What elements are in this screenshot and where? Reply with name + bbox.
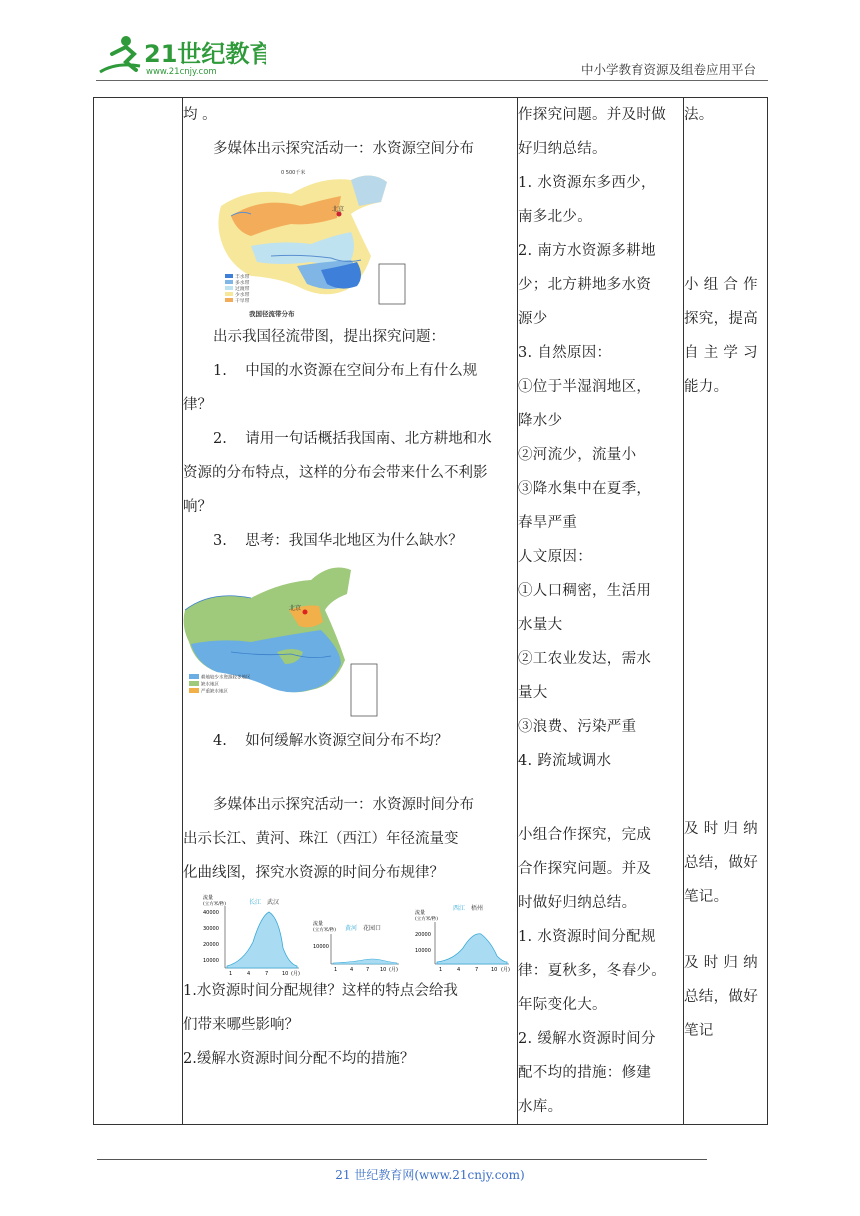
svg-text:(月): (月) [389,967,398,973]
answer-2: 2. 南方水资源多耕地 [518,243,656,259]
svg-text:(月): (月) [501,967,510,973]
text-line: 作探究问题。并及时做 [518,107,666,123]
svg-text:流量: 流量 [313,921,324,927]
answer-1: 1. 水资源东多西少， [518,175,656,191]
lesson-table [93,97,768,1125]
svg-text:40000: 40000 [203,910,219,916]
text-line: 配不均的措施：修建 [518,1065,652,1081]
map1-title: 我国径流带分布 [249,310,295,318]
time-question-2: 2.缓解水资源时间分配不均的措施？ [183,1051,415,1067]
svg-text:(立方米/秒): (立方米/秒) [203,902,227,907]
site-logo [96,32,266,82]
svg-text:(立方米/秒): (立方米/秒) [415,917,439,922]
map1-legend [225,273,250,304]
platform-title: 中小学教育资源及组卷应用平台 [580,62,756,77]
time-question-1-cont: 们带来哪些影响？ [183,1017,299,1033]
text-line: 人文原因： [518,549,592,565]
svg-text:10000: 10000 [203,958,219,964]
col-student-activity [518,98,684,1125]
runner-logo-icon [100,36,140,72]
svg-text:(立方米/秒): (立方米/秒) [313,928,337,933]
question-2: 2. 请用一句话概括我国南、北方耕地和水 [213,431,492,447]
col-teacher-activity [183,98,518,1125]
svg-text:耕地较少水资源较多地区: 耕地较少水资源较多地区 [201,675,251,681]
col-empty [94,98,183,1125]
text-line: ①位于半湿润地区， [518,379,652,395]
text-line: 少；北方耕地多水资 [518,277,652,293]
text-line: 自 主 学 习 [684,345,758,361]
svg-text:10: 10 [491,967,498,973]
text-line: ②工农业发达，需水 [518,651,652,667]
text-line: 小组合作探究，完成 [518,827,652,843]
svg-text:北京: 北京 [289,605,302,612]
activity2-line3: 化曲线图，探究水资源的时间分布规律？ [183,865,444,881]
chart-changjiang [203,894,300,976]
footer-link[interactable]: 21 世纪教育网(www.21cnjy.com) [335,1168,525,1182]
svg-text:4: 4 [457,967,461,973]
svg-text:10: 10 [282,971,289,976]
question-1-cont: 律？ [183,397,212,413]
col-design-intent [684,98,768,1125]
text-line: 春旱严重 [518,515,578,531]
text-line: 南多北少。 [518,209,592,225]
svg-text:缺水地区: 缺水地区 [201,682,219,688]
svg-text:20000: 20000 [203,942,219,948]
answer-3: 3. 自然原因： [518,345,612,361]
time-answer-1: 1. 水资源时间分配规 [518,929,656,945]
logo-url: www.21cnjy.com [146,67,217,77]
svg-text:7: 7 [475,967,479,973]
intro-text: 出示我国径流带图，提出探究问题： [213,329,445,345]
svg-text:少水带: 少水带 [235,293,250,298]
text-line: 时做好归纳总结。 [518,895,637,911]
svg-text:20000: 20000 [415,932,431,938]
text-line: 总结，做好 [684,989,758,1005]
svg-text:丰水带: 丰水带 [235,275,250,280]
svg-text:10: 10 [380,967,387,973]
activity2-line2: 出示长江、黄河、珠江（西江）年径流量变 [183,831,459,847]
svg-text:多水带: 多水带 [235,281,250,286]
svg-text:1: 1 [439,967,443,973]
time-question-1: 1.水资源时间分配规律？这样的特点会给我 [183,983,458,999]
question-2-cont2: 响？ [183,499,212,515]
time-answer-2: 2. 缓解水资源时间分 [518,1031,656,1047]
svg-text:4: 4 [350,967,354,973]
text-line: 源少 [518,311,548,327]
text-line: 好归纳总结。 [518,141,607,157]
river-flow-charts [183,890,517,974]
svg-text:西江: 西江 [453,905,466,912]
text-line: 年际变化大。 [518,997,607,1013]
svg-text:30000: 30000 [203,926,219,932]
text-line: 总结，做好 [684,855,758,871]
question-4: 4. 如何缓解水资源空间分布不均？ [213,733,449,749]
logo-text: 21世纪教育 [144,40,266,68]
runoff-map [183,166,517,320]
question-3: 3. 思考：我国华北地区为什么缺水？ [213,533,463,549]
svg-text:0 500千米: 0 500千米 [281,170,306,176]
text-line: 法。 [684,107,714,123]
svg-text:北京: 北京 [332,206,345,213]
svg-text:梧州: 梧州 [471,905,484,912]
intent-2: 及 时 归 纳 [684,821,758,837]
text-line: ②河流少，流量小 [518,447,637,463]
svg-text:过渡带: 过渡带 [235,287,250,292]
chart-huanghe [313,920,399,973]
question-1: 1. 中国的水资源在空间分布上有什么规 [213,363,478,379]
svg-text:严重缺水地区: 严重缺水地区 [201,689,228,695]
svg-text:7: 7 [265,971,269,976]
footer-divider [97,1159,707,1160]
svg-text:1: 1 [229,971,233,976]
chart-xijiang [415,904,510,973]
svg-text:武汉: 武汉 [267,899,280,906]
svg-text:7: 7 [366,967,370,973]
map2-legend [189,674,251,695]
svg-text:流量: 流量 [415,910,426,916]
svg-text:长江: 长江 [249,899,262,906]
svg-text:(月): (月) [291,971,300,976]
svg-text:10000: 10000 [415,948,431,954]
text-line: ①人口稠密，生活用 [518,583,652,599]
text-line: 水库。 [518,1099,563,1115]
svg-text:花园口: 花园口 [363,925,382,932]
svg-text:1: 1 [334,967,338,973]
text-line: ③降水集中在夏季， [518,481,652,497]
text-line: 量大 [518,685,548,701]
activity1-title: 多媒体出示探究活动一：水资源空间分布 [213,141,474,157]
text-line: 能力。 [684,379,729,395]
intent-1: 小 组 合 作 [684,277,758,293]
text-line: 笔记 [684,1023,714,1039]
text-line: 笔记。 [684,889,729,905]
water-shortage-map [183,558,517,724]
question-2-cont: 资源的分布特点，这样的分布会带来什么不利影 [183,465,488,481]
activity2-title: 多媒体出示探究活动一：水资源时间分布 [213,797,474,813]
intent-3: 及 时 归 纳 [684,955,758,971]
svg-text:干旱带: 干旱带 [235,299,250,304]
text-line: 降水少 [518,413,563,429]
text-line: 合作探究问题。并及 [518,861,652,877]
svg-text:流量: 流量 [203,895,214,901]
header-divider [96,80,768,81]
text-line: 水量大 [518,617,563,633]
text-line: 均 。 [183,107,217,123]
svg-text:10000: 10000 [313,944,329,950]
answer-4: 4. 跨流域调水 [518,753,612,769]
text-line: ③浪费、污染严重 [518,719,637,735]
svg-text:4: 4 [247,971,251,976]
text-line: 探究，提高 [684,311,758,327]
text-line: 律：夏秋多，冬春少。 [518,963,666,979]
svg-text:黄河: 黄河 [345,925,358,932]
